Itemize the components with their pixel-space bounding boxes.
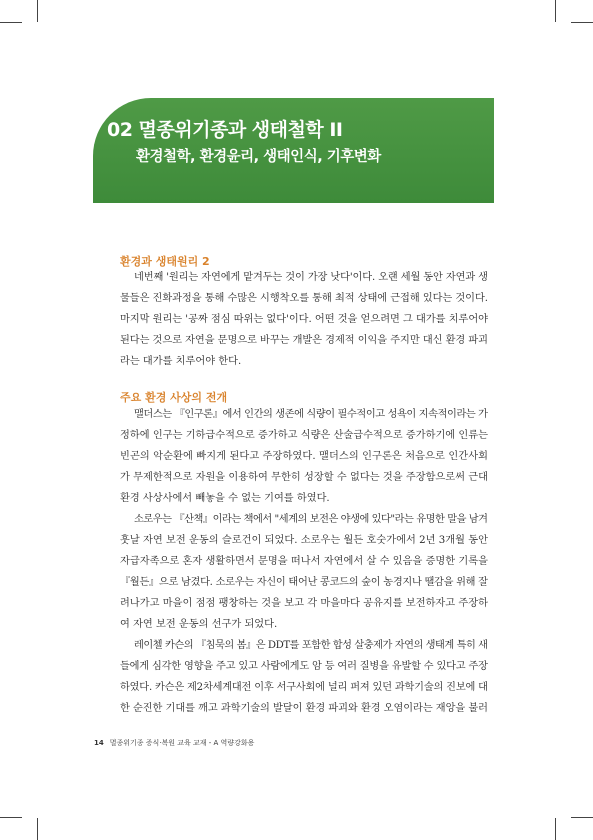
- crop-mark: [571, 22, 593, 23]
- crop-mark: [555, 818, 556, 840]
- page-number: 14: [94, 739, 104, 747]
- crop-mark: [555, 0, 556, 22]
- crop-mark: [0, 817, 22, 818]
- paragraph-line: 소로우는 『산책』이라는 책에서 "세계의 보전은 야생에 있다"라는 유명한 말을 남겨: [134, 514, 488, 525]
- paragraph-line: 훗날 자연 보전 운동의 슬로건이 되었다. 소로우는 월든 호숫가에서 2년 3개월 동안: [120, 535, 488, 546]
- section-heading: 주요 환경 사상의 전개: [120, 391, 228, 404]
- paragraph-line: 가 무제한적으로 자원을 이용하여 무한히 성장할 수 없다는 것을 주장함으로써 근대: [120, 472, 488, 483]
- crop-mark: [37, 0, 38, 22]
- footer-text: 멸종위기종 증식·복원 교육 교재 - A 역량강화용: [109, 739, 255, 747]
- paragraph-line: 하였다. 카슨은 제2차세계대전 이후 서구사회에 널리 퍼져 있던 과학기술의 진보에 대: [120, 682, 488, 693]
- paragraph-line: 라는 대가를 치루어야 한다.: [120, 356, 242, 367]
- chapter-title: 02 멸종위기종과 생태철학 II: [107, 119, 343, 141]
- paragraph-line: 정하에 인구는 기하급수적으로 증가하고 식량은 산술급수적으로 증가하기에 인류는: [120, 430, 488, 441]
- paragraph-line: 맬더스는 『인구론』에서 인간의 생존에 식량이 필수적이고 성욕이 지속적이라는 가: [134, 409, 488, 420]
- paragraph-line: 려나가고 마을이 점점 팽창하는 것을 보고 각 마을마다 공유지를 보전하자고 주장하: [120, 598, 488, 609]
- paragraph-line: 네번째 '원리는 자연에게 맡겨두는 것이 가장 낫다'이다. 오랜 세월 동안 자연과 생: [134, 272, 488, 283]
- section-heading: 환경과 생태원리 2: [120, 255, 210, 268]
- page-footer: [94, 738, 254, 748]
- chapter-subtitle: 환경철학, 환경윤리, 생태인식, 기후변화: [136, 149, 381, 165]
- paragraph-line: 들에게 심각한 영향을 주고 있고 사람에게도 암 등 여러 질병을 유발할 수 있다고 주장: [120, 661, 488, 672]
- paragraph-line: 자급자족으로 혼자 생활하면서 문명을 떠나서 자연에서 살 수 있음을 증명한 기록을: [120, 556, 488, 567]
- paragraph-line: 물들은 진화과정을 통해 수많은 시행착오를 통해 최적 상태에 근접해 있다는 것이다.: [120, 293, 488, 304]
- paragraph-line: 레이첼 카슨의 『침묵의 봄』은 DDT를 포함한 합성 살충제가 자연의 생태계 특히 새: [134, 640, 488, 651]
- paragraph-line: 된다는 것으로 자연을 문명으로 바꾸는 개발은 경제적 이익을 주지만 대신 환경 파괴: [120, 335, 488, 346]
- crop-mark: [0, 22, 22, 23]
- paragraph-line: 『월든』으로 남겼다. 소로우는 자신이 태어난 콩코드의 숲이 농경지나 땔감을 위해 잘: [120, 577, 488, 588]
- paragraph-line: 환경 사상사에서 빼놓을 수 없는 기여를 하였다.: [120, 493, 330, 504]
- paragraph-line: 빈곤의 악순환에 빠지게 된다고 주장하였다. 맬더스의 인구론은 처음으로 인간사회: [120, 451, 488, 462]
- crop-mark: [37, 818, 38, 840]
- paragraph-line: 여 자연 보전 운동의 선구가 되었다.: [120, 619, 278, 630]
- chapter-banner: [93, 98, 494, 203]
- paragraph-line: 한 순진한 기대를 깨고 과학기술의 발달이 환경 파괴와 환경 오염이라는 재앙을 불러: [120, 703, 488, 714]
- paragraph-line: 마지막 원리는 '공짜 점심 따위는 없다'이다. 어떤 것을 얻으려면 그 대가를 치루어야: [120, 314, 488, 325]
- crop-mark: [571, 817, 593, 818]
